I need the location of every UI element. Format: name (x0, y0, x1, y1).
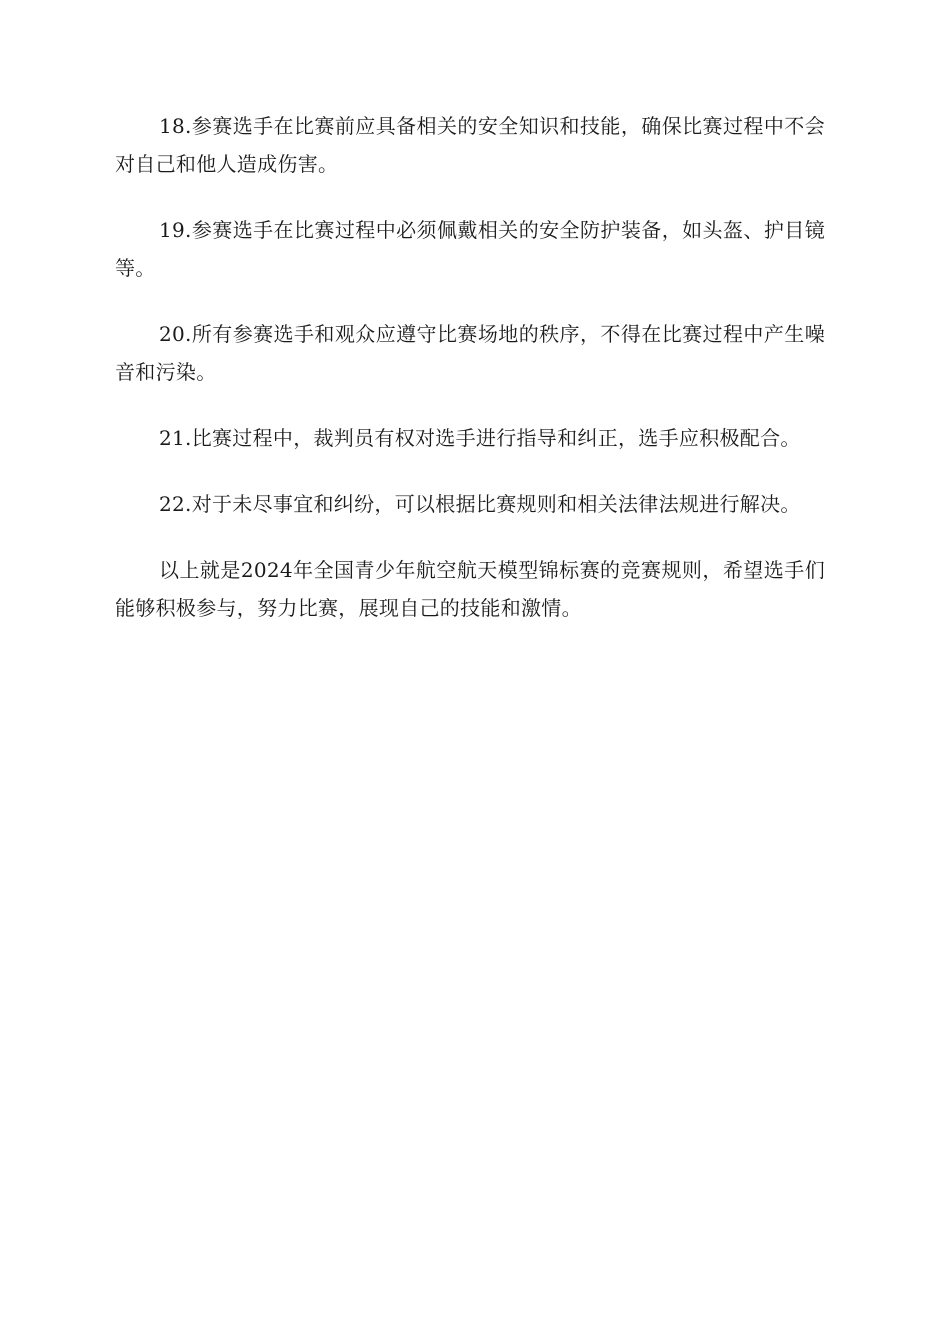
paragraph-conclusion: 以上就是2024年全国青少年航空航天模型锦标赛的竞赛规则，希望选手们能够积极参与，努力比赛，展现自己的技能和激情。 (115, 558, 825, 620)
document-body (115, 107, 825, 655)
paragraph-rule-22: 22.对于未尽事宜和纠纷，可以根据比赛规则和相关法律法规进行解决。 (159, 492, 801, 516)
paragraph-rule-18: 18.参赛选手在比赛前应具备相关的安全知识和技能，确保比赛过程中不会对自己和他人造成伤害。 (115, 114, 825, 176)
paragraph-rule-21: 21.比赛过程中，裁判员有权对选手进行指导和纠正，选手应积极配合。 (159, 426, 801, 450)
paragraph-rule-19: 19.参赛选手在比赛过程中必须佩戴相关的安全防护装备，如头盔、护目镜等。 (115, 218, 825, 280)
paragraph-rule-20: 20.所有参赛选手和观众应遵守比赛场地的秩序，不得在比赛过程中产生噪音和污染。 (115, 322, 825, 384)
